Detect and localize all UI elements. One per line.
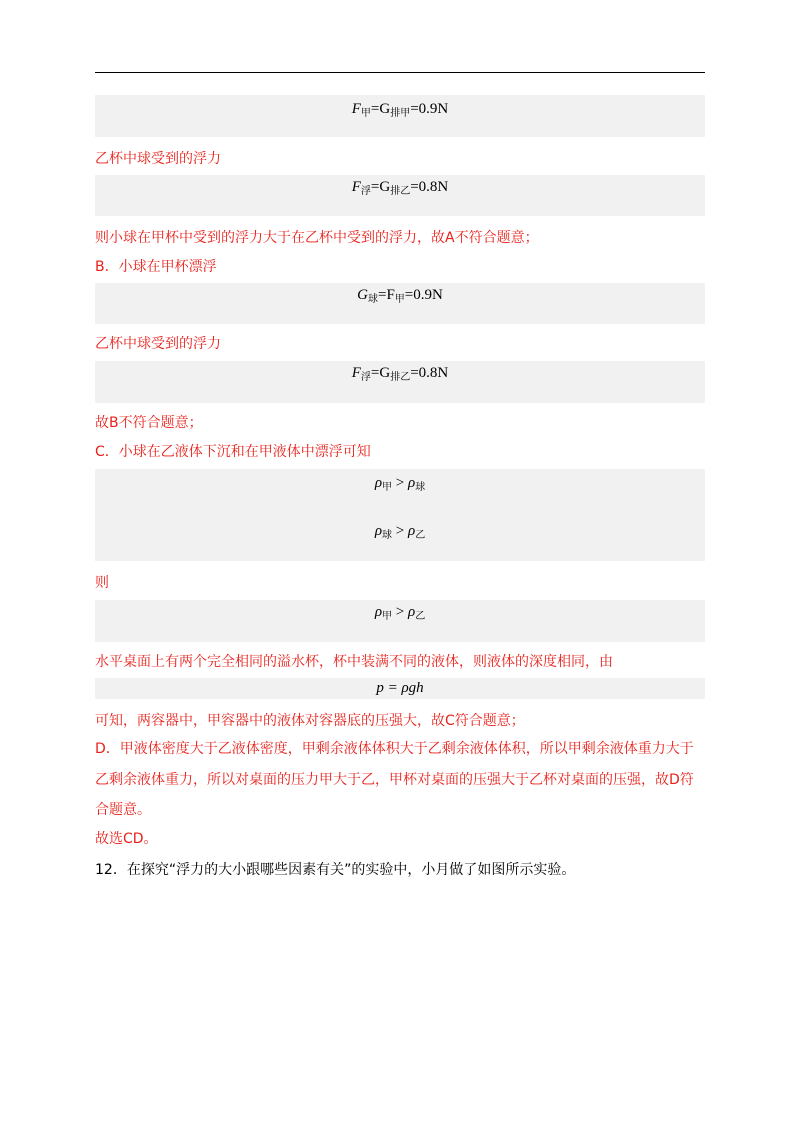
formula-5: $\rho_甲 > \rho_球$ bbox=[374, 475, 426, 493]
text-line-12: 合题意。 bbox=[95, 802, 151, 818]
formula-box-6 bbox=[95, 600, 705, 642]
formula-6: $\rho_球 > \rho_乙$ bbox=[374, 523, 426, 541]
formula-box-4 bbox=[95, 361, 705, 403]
question-12: 12．在探究“浮力的大小跟哪些因素有关”的实验中，小月做了如图所示实验。 bbox=[95, 862, 576, 878]
text-line-2: 则小球在甲杯中受到的浮力大于在乙杯中受到的浮力，故A不符合题意； bbox=[95, 230, 539, 246]
formula-3: $G_球=F_甲=0.9N$ bbox=[357, 287, 443, 305]
text-line-3: B．小球在甲杯漂浮 bbox=[95, 259, 217, 275]
formula-box-5 bbox=[95, 469, 705, 561]
header-rule bbox=[95, 72, 705, 73]
text-line-1: 乙杯中球受到的浮力 bbox=[95, 151, 221, 167]
text-line-10: D．甲液体密度大于乙液体密度，甲剩余液体体积大于乙剩余液体体积，所以甲剩余液体重力大于 bbox=[95, 741, 694, 757]
formula-box-3 bbox=[95, 283, 705, 324]
text-line-11: 乙剩余液体重力，所以对桌面的压力甲大于乙，甲杯对桌面的压强大于乙杯对桌面的压强，故D符 bbox=[95, 772, 694, 788]
text-line-7: 则 bbox=[95, 575, 109, 591]
text-line-4: 乙杯中球受到的浮力 bbox=[95, 336, 221, 352]
formula-8: p = ρgh bbox=[376, 680, 424, 696]
formula-4: $F_浮=G_{排乙}=0.8N$ bbox=[351, 365, 449, 383]
text-line-6: C．小球在乙液体下沉和在甲液体中漂浮可知 bbox=[95, 444, 371, 460]
text-line-9: 可知，两容器中，甲容器中的液体对容器底的压强大，故C符合题意； bbox=[95, 713, 525, 729]
text-line-8: 水平桌面上有两个完全相同的溢水杯，杯中装满不同的液体，则液体的深度相同，由 bbox=[95, 654, 613, 670]
text-line-13: 故选CD。 bbox=[95, 831, 158, 847]
text-line-5: 故B不符合题意； bbox=[95, 415, 203, 431]
formula-2: $F_浮=G_{排乙}=0.8N$ bbox=[351, 179, 449, 197]
formula-7: $\rho_甲 > \rho_乙$ bbox=[374, 604, 426, 622]
formula-box-1 bbox=[95, 95, 705, 137]
formula-box-2 bbox=[95, 175, 705, 216]
formula-box-7 bbox=[95, 678, 705, 699]
formula-1: $F_甲=G_{排甲}=0.9N$ bbox=[351, 101, 449, 119]
